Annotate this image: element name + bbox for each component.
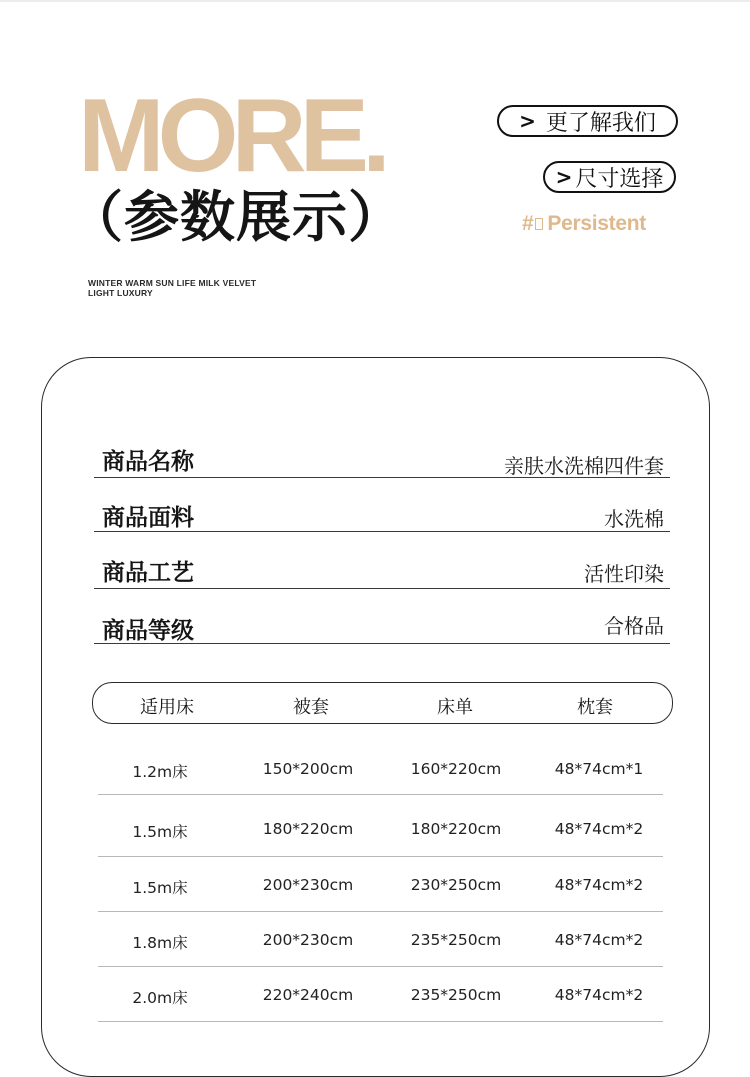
table-row — [98, 931, 663, 952]
table-cell: 230*250cm — [410, 876, 502, 894]
subtitle-en — [88, 278, 256, 298]
size-select-button[interactable] — [543, 161, 676, 193]
about-us-label: 更了解我们 — [545, 110, 656, 136]
spec-value: 水洗棉 — [604, 507, 664, 531]
placeholder-glyph-icon — [535, 218, 543, 230]
table-cell: 180*220cm — [262, 820, 354, 838]
table-cell: 1.5m床 — [132, 879, 188, 897]
row-divider — [98, 856, 663, 857]
spec-value: 亲肤水洗棉四件套 — [504, 454, 664, 478]
size-table-header — [92, 682, 673, 724]
spec-label: 商品面料 — [102, 505, 194, 531]
table-cell: 200*230cm — [262, 931, 354, 949]
spec-row-fabric — [94, 497, 670, 532]
spec-label: 商品名称 — [102, 449, 194, 475]
table-cell: 220*240cm — [262, 986, 354, 1004]
spec-value: 活性印染 — [584, 562, 664, 586]
spec-row-craft — [94, 552, 670, 589]
chevron-right-icon: > — [519, 109, 536, 133]
column-header-duvet: 被套 — [293, 697, 329, 718]
table-cell: 2.0m床 — [132, 989, 188, 1007]
table-cell: 180*220cm — [410, 820, 502, 838]
table-cell: 150*200cm — [262, 760, 354, 778]
spec-value: 合格品 — [604, 614, 664, 638]
page-title-en: MORE. — [78, 78, 384, 194]
table-cell: 48*74cm*2 — [554, 986, 644, 1004]
column-header-sheet: 床单 — [437, 697, 473, 718]
about-us-button[interactable] — [497, 105, 678, 137]
table-row — [98, 820, 663, 841]
spec-row-grade — [94, 606, 670, 644]
column-header-bed: 适用床 — [140, 697, 194, 718]
subtitle-line-2: LIGHT LUXURY — [88, 288, 153, 298]
row-divider — [98, 966, 663, 967]
hash-symbol: # — [522, 212, 534, 235]
size-select-label: 尺寸选择 — [575, 166, 664, 192]
row-divider — [98, 911, 663, 912]
subtitle-line-1: WINTER WARM SUN LIFE MILK VELVET — [88, 278, 257, 288]
table-row — [98, 876, 663, 897]
table-cell: 48*74cm*1 — [554, 760, 644, 778]
spec-label: 商品工艺 — [102, 560, 194, 586]
page-title-cn: （参数展示） — [68, 185, 405, 249]
table-cell: 200*230cm — [262, 876, 354, 894]
table-row — [98, 986, 663, 1007]
table-cell: 1.2m床 — [132, 763, 188, 781]
spec-row-name — [94, 440, 670, 478]
table-cell: 1.5m床 — [132, 823, 188, 841]
table-cell: 235*250cm — [410, 931, 502, 949]
table-cell: 48*74cm*2 — [554, 931, 644, 949]
table-cell: 1.8m床 — [132, 934, 188, 952]
row-divider — [98, 1021, 663, 1022]
table-cell: 160*220cm — [410, 760, 502, 778]
table-row — [98, 760, 663, 781]
spec-label: 商品等级 — [102, 618, 194, 644]
row-divider — [98, 794, 663, 795]
table-cell: 48*74cm*2 — [554, 820, 644, 838]
chevron-right-icon: > — [555, 165, 573, 189]
table-cell: 48*74cm*2 — [554, 876, 644, 894]
column-header-pillowcase: 枕套 — [577, 697, 613, 718]
persistent-word: Persistent — [547, 212, 646, 235]
table-cell: 235*250cm — [410, 986, 502, 1004]
persistent-tag — [522, 212, 646, 236]
top-divider — [0, 0, 750, 2]
